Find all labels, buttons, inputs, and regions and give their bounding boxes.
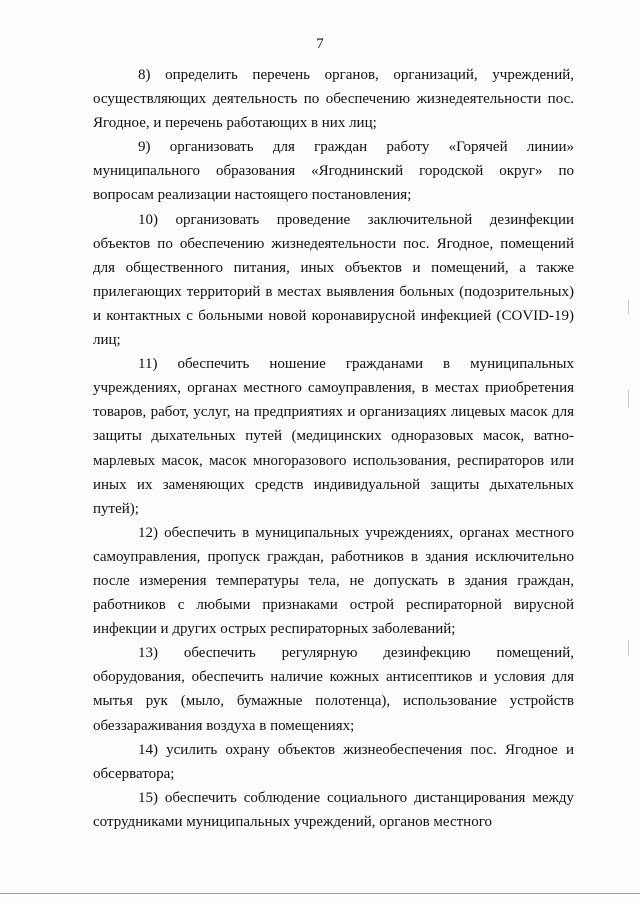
paragraph-item-8: 8) определить перечень органов, организаций, учреждений, осуществляющих деятельность по обеспечению жизнедеятельности пос. Ягодное, и перечень работающих в них лиц;: [93, 67, 574, 132]
paragraph-item-13: 13) обеспечить регулярную дезинфекцию помещений, оборудования, обеспечить наличие кожных антисептиков и условия для мытья рук (мыло, бумажные полотенца), использование устройств обеззараживания воздуха в помещениях;: [93, 645, 574, 734]
scan-artifact: [628, 640, 629, 656]
scan-artifact: [628, 300, 629, 314]
paragraph-item-10: 10) организовать проведение заключительной дезинфекции объектов по обеспечению жизнедеятельности пос. Ягодное, помещений для общественного питания, иных объектов и помещений, а также прилегающих территорий в местах выявления больных (подозрительных) и контактных с больными новой коронавирусной инфекцией (COVID-19) лиц;: [93, 211, 574, 349]
paragraph-item-11: 11) обеспечить ношение гражданами в муниципальных учреждениях, органах местного самоуправления, в местах приобретения товаров, работ, услуг, на предприятиях и организациях лицевых масок для защиты дыхательных путей (медицинских одноразовых масок, ватно-марлевых масок, масок многоразового использования, респираторов или иных их заменяющих средств индивидуальной защиты дыхательных путей);: [93, 356, 574, 517]
paragraph-item-12: 12) обеспечить в муниципальных учреждениях, органах местного самоуправления, пропуск граждан, работников в здания исключительно после измерения температуры тела, не допускать в здания граждан, работников с любыми признаками острой респираторной вирусной инфекции и других острых респираторных заболеваний;: [93, 524, 574, 638]
paragraph-item-14: 14) усилить охрану объектов жизнеобеспечения пос. Ягодное и обсерватора;: [93, 741, 574, 782]
page-bottom-edge: [0, 893, 640, 894]
paragraph-item-15: 15) обеспечить соблюдение социального дистанцирования между сотрудниками муниципальных учреждений, органов местного: [93, 789, 574, 830]
paragraph-item-9: 9) организовать для граждан работу «Горячей линии» муниципального образования «Ягоднинский городской округ» по вопросам реализации настоящего постановления;: [93, 139, 574, 204]
document-body: [93, 63, 574, 834]
scan-artifact: [628, 390, 629, 408]
page-number: 7: [316, 36, 324, 52]
